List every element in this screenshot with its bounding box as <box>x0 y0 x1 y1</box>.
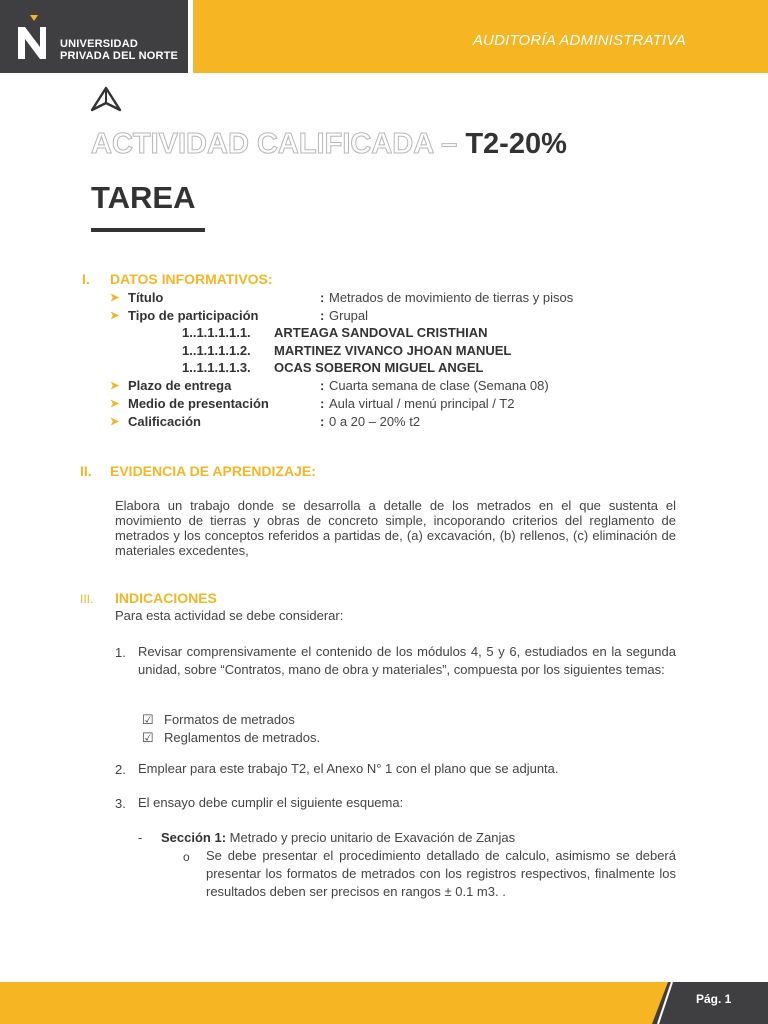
title-underline <box>91 228 205 232</box>
chevron-right-icon: ➤ <box>110 416 120 428</box>
checkbox-icon: ☑ <box>142 730 154 745</box>
chevron-right-icon: ➤ <box>110 310 120 322</box>
member-row: 1..1.1.1.1.2. MARTINEZ VIVANCO JHOAN MANUEL <box>182 343 512 358</box>
info-label: Medio de presentación <box>128 396 269 411</box>
chevron-right-icon: ➤ <box>110 380 120 392</box>
info-value: Grupal <box>329 308 369 323</box>
section-title: DATOS INFORMATIVOS: <box>110 271 273 287</box>
university-name: UNIVERSIDAD PRIVADA DEL NORTE <box>60 38 179 62</box>
section-number: II. <box>80 463 92 479</box>
section-title: EVIDENCIA DE APRENDIZAJE: <box>110 463 316 479</box>
course-title: AUDITORÍA ADMINISTRATIVA <box>472 32 686 49</box>
section-number: III. <box>80 592 94 606</box>
info-value: Metrados de movimiento de tierras y pisos <box>329 290 574 305</box>
list-item: El ensayo debe cumplir el siguiente esquema: <box>138 795 404 810</box>
section-title: INDICACIONES <box>115 590 217 606</box>
page-title: TAREA <box>91 180 196 215</box>
circle-bullet-icon: o <box>183 850 190 864</box>
checkbox-icon: ☑ <box>142 712 154 727</box>
schema-detail: Se debe presentar el procedimiento detallado de calculo, asimismo se deberá presentar los formatos de metrados con los registros respectivos, finalmente los resultados deben ser precisos en rangos ± 0.1 m3. . <box>206 848 676 899</box>
info-value: 0 a 20 – 20% t2 <box>329 414 421 429</box>
list-item: Revisar comprensivamente el contenido de los módulos 4, 5 y 6, estudiados en la segunda unidad, sobre “Contratos, mano de obra y materiales”, compuesta por los siguientes temas: <box>138 644 676 677</box>
evidence-paragraph: Elabora un trabajo donde se desarrolla a detalle de los metrados en el que sustenta el movimiento de tierras y obras de concreto simple, incoporando criterios del reglamento de metrados y los conceptos referidos a partidas de, (a) excavación, (b) rellenos, (c) eliminación de materiales excedentes, <box>115 498 676 558</box>
list-number: 3. <box>115 796 126 811</box>
check-item: ☑ Reglamentos de metrados. <box>142 730 321 745</box>
info-label: Calificación <box>128 414 201 429</box>
header-logo-block <box>0 0 188 73</box>
activity-title: ACTIVIDAD CALIFICADA – T2-20% <box>91 128 567 160</box>
upn-logo-icon <box>16 15 50 61</box>
info-label: Plazo de entrega <box>128 378 232 393</box>
info-label: Título <box>128 290 164 305</box>
navigation-arrow-icon <box>90 86 124 114</box>
page-number: Pág. 1 <box>696 992 732 1006</box>
intro-text: Para esta actividad se debe considerar: <box>115 608 344 623</box>
list-item: Emplear para este trabajo T2, el Anexo N° 1 con el plano que se adjunta. <box>138 761 559 776</box>
info-value: Cuarta semana de clase (Semana 08) <box>329 378 549 393</box>
list-number: 2. <box>115 762 126 777</box>
check-item: ☑ Formatos de metrados <box>142 712 295 727</box>
member-row: 1..1.1.1.1.1. ARTEAGA SANDOVAL CRISTHIAN <box>182 325 488 340</box>
section-number: I. <box>82 271 90 287</box>
chevron-right-icon: ➤ <box>110 292 120 304</box>
schema-section: Sección 1: Metrado y precio unitario de Exavación de Zanjas <box>161 830 516 845</box>
info-label: Tipo de participación <box>128 308 259 323</box>
list-number: 1. <box>115 645 126 660</box>
dash-bullet: - <box>138 830 143 845</box>
member-row: 1..1.1.1.1.3. OCAS SOBERON MIGUEL ANGEL <box>182 360 484 375</box>
info-value: Aula virtual / menú principal / T2 <box>329 396 515 411</box>
footer-slash-decoration <box>652 982 678 1024</box>
chevron-right-icon: ➤ <box>110 398 120 410</box>
